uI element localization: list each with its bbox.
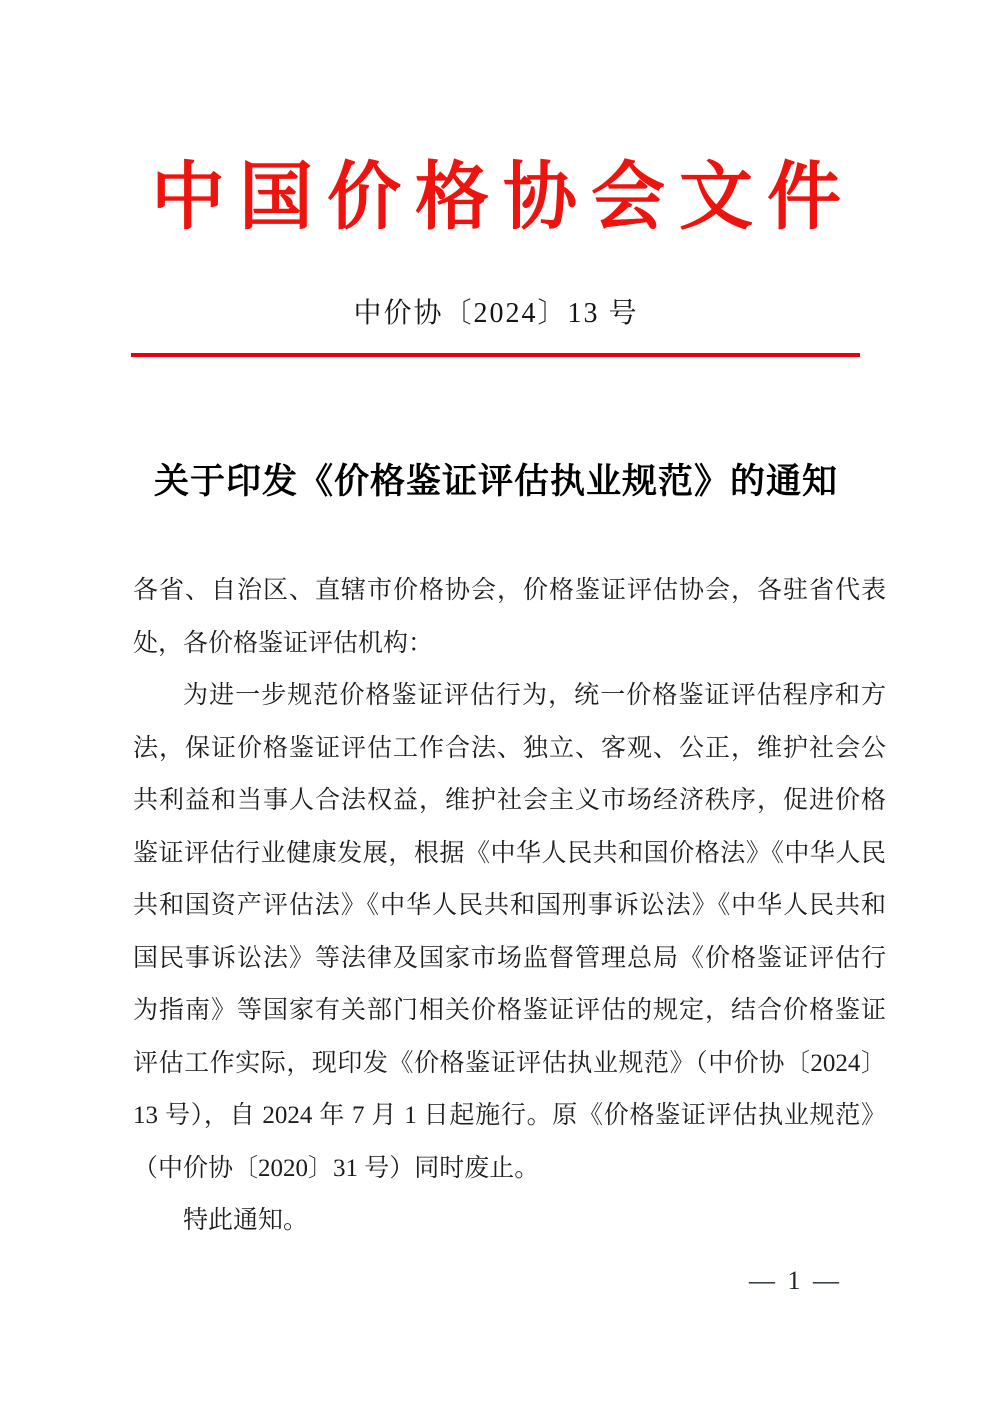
- page-number: — 1 —: [749, 1266, 842, 1295]
- body-line: 共利益和当事人合法权益，维护社会主义市场经济秩序，促进价格: [133, 787, 886, 814]
- red-divider-line: [131, 353, 860, 357]
- body-line: 各省、自治区、直辖市价格协会，价格鉴证评估协会，各驻省代表: [133, 577, 886, 604]
- notice-title: 关于印发《价格鉴证评估执业规范》的通知: [153, 462, 838, 501]
- body-line: 为指南》等国家有关部门相关价格鉴证评估的规定，结合价格鉴证: [133, 997, 886, 1024]
- body-line: 国民事诉讼法》等法律及国家市场监督管理总局《价格鉴证评估行: [133, 944, 886, 972]
- body-line: 共和国资产评估法》《中华人民共和国刑事诉讼法》《中华人民共和: [133, 892, 886, 919]
- body-line: 处，各价格鉴证评估机构：: [133, 629, 434, 657]
- body-line: 为进一步规范价格鉴证评估行为，统一价格鉴证评估程序和方: [183, 682, 886, 709]
- document-number: 中价协〔2024〕13 号: [353, 298, 639, 329]
- document-body: [133, 565, 886, 1248]
- body-line: 评估工作实际，现印发《价格鉴证评估执业规范》（中价协〔2024〕: [133, 1049, 886, 1077]
- body-line: 鉴证评估行业健康发展，根据《中华人民共和国价格法》《中华人民: [133, 839, 886, 867]
- body-line: 13 号），自 2024 年 7 月 1 日起施行。原《价格鉴证评估执业规范》: [133, 1102, 886, 1129]
- body-line: （中价协〔2020〕31 号）同时废止。: [133, 1154, 540, 1182]
- agency-header-title: 中国价格协会文件: [151, 157, 855, 239]
- body-line: 法，保证价格鉴证评估工作合法、独立、客观、公正，维护社会公: [133, 734, 886, 762]
- body-line: 特此通知。: [183, 1207, 309, 1234]
